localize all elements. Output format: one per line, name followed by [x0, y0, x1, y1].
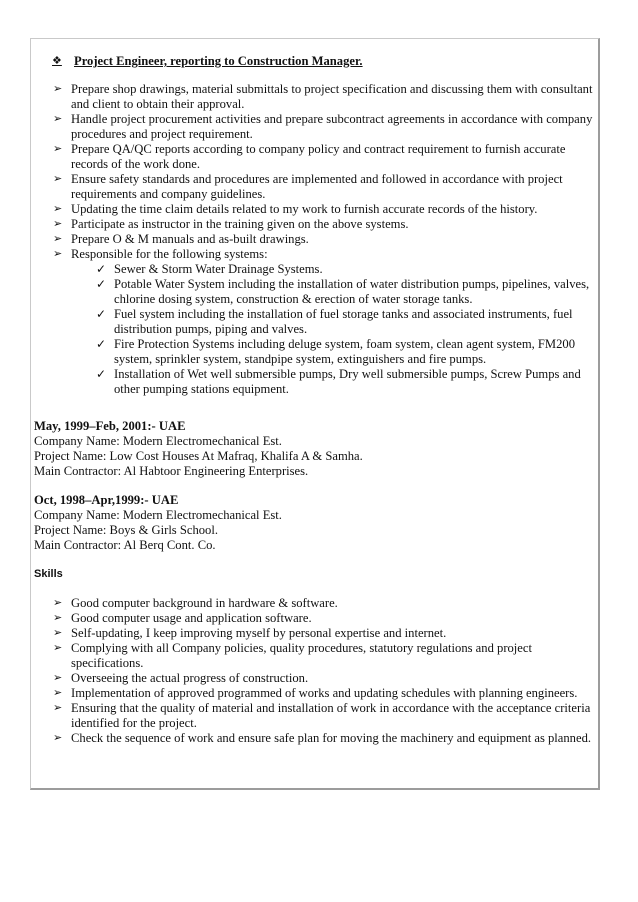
project-name: Project Name: Low Cost Houses At Mafraq, Khalifa A & Samha. [34, 449, 363, 463]
list-item [34, 626, 594, 641]
arrow-bullet-icon: ➢ [53, 218, 63, 230]
checkmark-icon: ✓ [96, 307, 107, 321]
list-item [34, 112, 594, 142]
skill-text: Ensuring that the quality of material and installation of work in accordance with the acceptance criteria identified for the project. [71, 701, 591, 730]
duty-text: Prepare QA/QC reports according to company policy and contract requirement to furnish accurate records of the work done. [71, 142, 566, 171]
list-item [34, 247, 594, 397]
system-text: Potable Water System including the installation of water distribution pumps, pipelines, valves, chlorine dosing system, construction & erection of water storage tanks. [114, 277, 590, 306]
arrow-bullet-icon: ➢ [53, 642, 63, 654]
arrow-bullet-icon: ➢ [53, 702, 63, 714]
list-item [34, 142, 594, 172]
list-item [34, 172, 594, 202]
arrow-bullet-icon: ➢ [53, 612, 63, 624]
arrow-bullet-icon: ➢ [53, 248, 63, 260]
skill-text: Complying with all Company policies, quality procedures, statutory regulations and project specifications. [71, 641, 532, 670]
arrow-bullet-icon: ➢ [53, 233, 63, 245]
list-item [34, 701, 594, 731]
job-heading: Oct, 1998–Apr,1999:- UAE [34, 493, 179, 507]
list-item [34, 611, 594, 626]
role-title: Project Engineer, reporting to Construction Manager. [74, 54, 363, 68]
list-item [34, 686, 594, 701]
duty-text: Ensure safety standards and procedures are implemented and followed in accordance with project requirements and company guidelines. [71, 172, 563, 201]
list-item [34, 217, 594, 232]
job-heading: May, 1999–Feb, 2001:- UAE [34, 419, 186, 433]
arrow-bullet-icon: ➢ [53, 143, 63, 155]
main-contractor: Main Contractor: Al Habtoor Engineering Enterprises. [34, 464, 309, 478]
list-item [34, 232, 594, 247]
list-item [34, 671, 594, 686]
duty-text: Prepare O & M manuals and as-built drawings. [71, 232, 309, 246]
arrow-bullet-icon: ➢ [53, 732, 63, 744]
list-item [92, 367, 594, 397]
arrow-bullet-icon: ➢ [53, 627, 63, 639]
list-item [34, 641, 594, 671]
checkmark-icon: ✓ [96, 367, 107, 381]
duty-text: Handle project procurement activities and prepare subcontract agreements in accordance with company procedures and project requirement. [71, 112, 593, 141]
skill-text: Check the sequence of work and ensure safe plan for moving the machinery and equipment as planned. [71, 731, 592, 745]
checkmark-icon: ✓ [96, 262, 107, 276]
system-text: Fire Protection Systems including deluge system, foam system, clean agent system, FM200 system, sprinkler system, standpipe system, extinguishers and fire pumps. [114, 337, 576, 366]
checkmark-icon: ✓ [96, 337, 107, 351]
arrow-bullet-icon: ➢ [53, 597, 63, 609]
duties-list [34, 82, 594, 397]
diamond-bullet-icon: ❖ [52, 55, 62, 67]
project-name: Project Name: Boys & Girls School. [34, 523, 218, 537]
main-contractor: Main Contractor: Al Berq Cont. Co. [34, 538, 216, 552]
duty-text: Prepare shop drawings, material submittals to project specification and discussing them with consultant and client to obtain their approval. [71, 82, 593, 111]
system-text: Sewer & Storm Water Drainage Systems. [114, 262, 323, 276]
skill-text: Good computer background in hardware & software. [71, 596, 338, 610]
arrow-bullet-icon: ➢ [53, 83, 63, 95]
checkmark-icon: ✓ [96, 277, 107, 291]
duty-text: Participate as instructor in the training given on the above systems. [71, 217, 409, 231]
system-text: Installation of Wet well submersible pumps, Dry well submersible pumps, Screw Pumps and other pumping stations equipment. [114, 367, 581, 396]
skill-text: Good computer usage and application software. [71, 611, 312, 625]
list-item [92, 307, 594, 337]
list-item [92, 262, 594, 277]
list-item [92, 337, 594, 367]
system-text: Fuel system including the installation of fuel storage tanks and associated instruments, fuel distribution pumps, piping and valves. [114, 307, 573, 336]
skill-text: Implementation of approved programmed of works and updating schedules with planning engineers. [71, 686, 578, 700]
skill-text: Self-updating, I keep improving myself by personal expertise and internet. [71, 626, 447, 640]
skill-text: Overseeing the actual progress of construction. [71, 671, 309, 685]
duty-text: Responsible for the following systems: [71, 247, 268, 261]
job-entry [34, 493, 594, 553]
list-item [34, 202, 594, 217]
arrow-bullet-icon: ➢ [53, 173, 63, 185]
list-item [34, 731, 594, 746]
duty-text: Updating the time claim details related to my work to furnish accurate records of the history. [71, 202, 538, 216]
job-entry [34, 419, 594, 479]
list-item [34, 596, 594, 611]
arrow-bullet-icon: ➢ [53, 203, 63, 215]
role-heading [52, 54, 594, 69]
skills-list [34, 596, 594, 746]
company-name: Company Name: Modern Electromechanical Est. [34, 434, 282, 448]
skills-heading: Skills [34, 568, 63, 580]
company-name: Company Name: Modern Electromechanical Est. [34, 508, 282, 522]
list-item [34, 82, 594, 112]
list-item [92, 277, 594, 307]
arrow-bullet-icon: ➢ [53, 672, 63, 684]
resume-page [34, 54, 594, 746]
arrow-bullet-icon: ➢ [53, 113, 63, 125]
systems-list [71, 262, 594, 397]
arrow-bullet-icon: ➢ [53, 687, 63, 699]
